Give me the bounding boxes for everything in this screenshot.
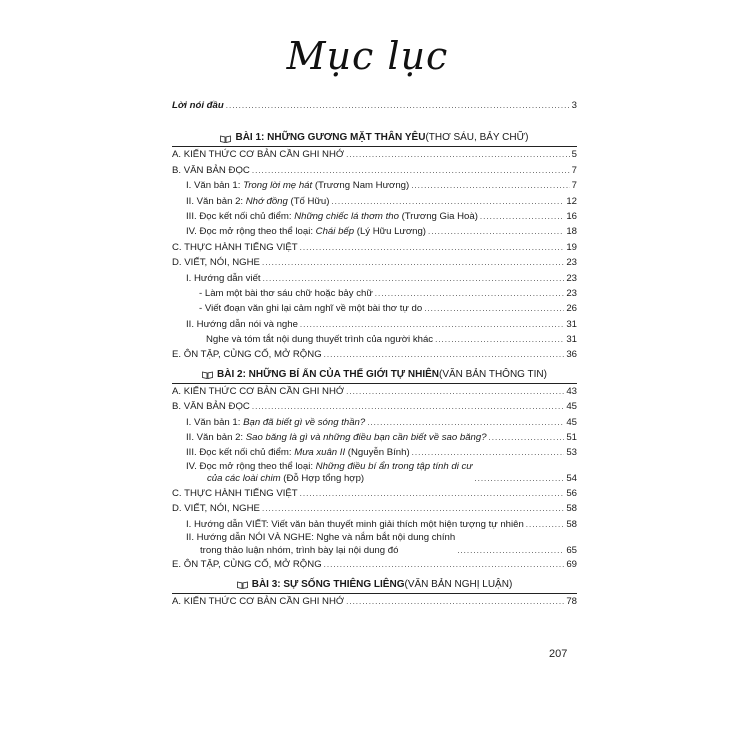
toc-entry[interactable]	[172, 163, 577, 178]
dot-leader	[252, 163, 570, 178]
toc-page-number: 26	[566, 303, 577, 315]
toc-entry-label: II. Hướng dẫn NÓI VÀ NGHE: Nghe và nắm bắt nội dung chính trong thảo luận nhóm, trình bày lại nội dung đó	[186, 532, 456, 556]
dot-leader	[474, 473, 564, 486]
toc-entry-label: D. VIẾT, NÓI, NGHE	[172, 503, 260, 515]
toc-entry-label: A. KIẾN THỨC CƠ BẢN CẦN GHI NHỚ	[172, 149, 345, 161]
toc-page-number: 7	[571, 164, 577, 176]
toc-entry-label: IV. Đọc mở rộng theo thể loại: Những điều bí ẩn trong tập tính di cư của các loài chim (Đỗ Hợp tổng hợp)	[186, 460, 473, 485]
toc-entry-label: II. Hướng dẫn nói và nghe	[186, 318, 298, 330]
toc-entry-label: - Viết đoạn văn ghi lại cảm nghĩ về một bài thơ tự do	[199, 303, 423, 315]
dot-leader	[262, 255, 564, 270]
toc-entry[interactable]	[172, 271, 577, 286]
dot-leader	[411, 178, 569, 193]
toc-entry[interactable]	[172, 317, 577, 332]
dot-leader	[489, 430, 565, 445]
toc-entry-label: B. VĂN BẢN ĐỌC	[172, 164, 250, 176]
dot-leader	[428, 224, 564, 239]
toc-entry[interactable]	[172, 332, 577, 347]
dot-leader	[252, 399, 564, 414]
lesson-2-heading[interactable]	[172, 366, 577, 384]
toc-entry[interactable]	[172, 286, 577, 301]
toc-entry[interactable]	[172, 147, 577, 162]
toc-page-number: 18	[566, 226, 577, 238]
dot-leader	[300, 317, 564, 332]
toc-entry-label: I. Văn bản 1: Trong lời mẹ hát (Trương Nam Hương)	[186, 180, 410, 192]
toc-entry[interactable]	[172, 445, 577, 460]
dot-leader	[367, 415, 564, 430]
toc-entry-label: A. KIẾN THỨC CƠ BẢN CẦN GHI NHỚ	[172, 595, 345, 607]
toc-entry-label: IV. Đọc mở rộng theo thể loại: Chái bếp (Lý Hữu Lương)	[186, 226, 427, 238]
toc-entry-label: I. Văn bản 1: Bạn đã biết gì về sóng thần?	[186, 416, 366, 428]
lesson-title: BÀI 2: NHỮNG BÍ ẨN CỦA THẾ GIỚI TỰ NHIÊN	[217, 368, 439, 380]
dot-leader	[526, 517, 565, 532]
toc-entry-label: D. VIẾT, NÓI, NGHE	[172, 257, 260, 269]
toc-page-number: 23	[566, 272, 577, 284]
dot-leader	[424, 301, 564, 316]
dot-leader	[300, 240, 565, 255]
toc-page-number: 31	[566, 334, 577, 346]
dot-leader	[480, 209, 564, 224]
toc-entry[interactable]	[172, 384, 577, 399]
toc-entry-label: II. Văn bản 2: Nhớ đồng (Tố Hữu)	[186, 195, 330, 207]
toc-page-number: 65	[566, 544, 577, 556]
toc-page-number: 19	[566, 241, 577, 253]
toc-entry-label: Lời nói đầu	[172, 100, 224, 111]
lesson-genre: (VĂN BẢN THÔNG TIN)	[439, 368, 547, 380]
toc-entry[interactable]	[172, 461, 577, 486]
lesson-genre: (THƠ SÁU, BẢY CHỮ)	[425, 132, 529, 144]
toc-entry[interactable]	[172, 255, 577, 270]
toc-entry[interactable]	[172, 415, 577, 430]
toc-page-number: 31	[566, 318, 577, 330]
toc-entry[interactable]	[172, 194, 577, 209]
lesson-3-heading[interactable]	[172, 576, 577, 594]
dot-leader	[346, 384, 564, 399]
toc-entry-label: E. ÔN TẬP, CỦNG CỐ, MỞ RỘNG	[172, 349, 322, 361]
toc-entry-label: A. KIẾN THỨC CƠ BẢN CẦN GHI NHỚ	[172, 385, 345, 397]
toc-entry-label: Nghe và tóm tắt nội dung thuyết trình của người khác	[206, 334, 434, 346]
toc-entry[interactable]	[172, 557, 577, 572]
toc-page-number: 12	[566, 195, 577, 207]
toc-page-number: 7	[571, 180, 577, 192]
toc-page-number: 58	[566, 518, 577, 530]
dot-leader	[262, 501, 564, 516]
toc-entry[interactable]	[172, 399, 577, 414]
dot-leader	[324, 347, 565, 362]
dot-leader	[457, 545, 564, 558]
toc-entry[interactable]	[172, 301, 577, 316]
toc-entry[interactable]	[172, 594, 577, 609]
toc-entry[interactable]	[172, 209, 577, 224]
toc-entry-label: I. Hướng dẫn VIẾT: Viết văn bản thuyết minh giải thích một hiện tượng tự nhiên	[186, 518, 524, 530]
toc-page-number: 53	[566, 447, 577, 459]
toc-entry-label: E. ÔN TẬP, CỦNG CỐ, MỞ RỘNG	[172, 559, 322, 571]
toc-page-number: 58	[566, 503, 577, 515]
toc-entry-label: - Làm một bài thơ sáu chữ hoặc bảy chữ	[199, 287, 373, 299]
dot-leader	[263, 271, 565, 286]
toc-entry-label: III. Đọc kết nối chủ điểm: Mưa xuân II (Nguyễn Bính)	[186, 447, 410, 459]
open-book-icon	[220, 135, 231, 143]
dot-leader	[375, 286, 565, 301]
lesson-title: BÀI 1: NHỮNG GƯƠNG MẶT THÂN YÊU	[235, 132, 426, 144]
toc-page-number: 36	[566, 349, 577, 361]
toc-entry-label: C. THỰC HÀNH TIẾNG VIỆT	[172, 241, 298, 253]
toc-entry-intro[interactable]	[172, 98, 577, 113]
toc-entry[interactable]	[172, 178, 577, 193]
dot-leader	[346, 147, 570, 162]
toc-entry[interactable]	[172, 430, 577, 445]
toc-page-number: 23	[566, 287, 577, 299]
toc-page-number: 23	[566, 257, 577, 269]
toc-page-number: 54	[566, 473, 577, 485]
toc-entry-label: C. THỰC HÀNH TIẾNG VIỆT	[172, 488, 298, 499]
toc-page-number: 43	[566, 385, 577, 397]
toc-entry[interactable]	[172, 517, 577, 532]
toc-entry[interactable]	[172, 224, 577, 239]
dot-leader	[324, 557, 565, 572]
toc-page-number: 69	[566, 559, 577, 571]
dot-leader	[412, 445, 565, 460]
toc-entry[interactable]	[172, 240, 577, 255]
toc-page-number: 16	[566, 210, 577, 222]
toc-page-number: 5	[571, 149, 577, 161]
toc-entry[interactable]	[172, 501, 577, 516]
toc-entry[interactable]	[172, 486, 577, 501]
dot-leader	[346, 594, 564, 609]
toc-page-number: 45	[566, 401, 577, 413]
toc-page-number: 51	[566, 432, 577, 444]
toc-entry-label: II. Văn bản 2: Sao băng là gì và những điều bạn cần biết về sao băng?	[186, 432, 487, 444]
open-book-icon	[237, 581, 248, 589]
dot-leader	[300, 486, 565, 501]
page-title: Mục lục	[286, 34, 449, 78]
toc-entry-label: III. Đọc kết nối chủ điểm: Những chiếc lá thơm tho (Trương Gia Hoà)	[186, 210, 478, 222]
toc-entry[interactable]	[172, 532, 577, 557]
open-book-icon	[202, 371, 213, 379]
toc-page-number: 45	[566, 416, 577, 428]
toc-page-number: 78	[566, 595, 577, 607]
toc-entry[interactable]	[172, 347, 577, 362]
dot-leader	[331, 194, 564, 209]
lesson-genre: (VĂN BẢN NGHỊ LUẬN)	[404, 578, 513, 590]
table-of-contents	[172, 98, 577, 609]
toc-page-number: 3	[571, 100, 577, 111]
dot-leader	[226, 98, 570, 113]
lesson-title: BÀI 3: SỰ SỐNG THIÊNG LIÊNG	[251, 578, 405, 590]
lesson-1-heading[interactable]	[172, 129, 577, 147]
toc-entry-label: B. VĂN BẢN ĐỌC	[172, 401, 250, 413]
dot-leader	[435, 332, 564, 347]
toc-entry-label: I. Hướng dẫn viết	[186, 272, 261, 284]
page-number: 207	[549, 648, 568, 660]
toc-page-number: 56	[566, 488, 577, 499]
